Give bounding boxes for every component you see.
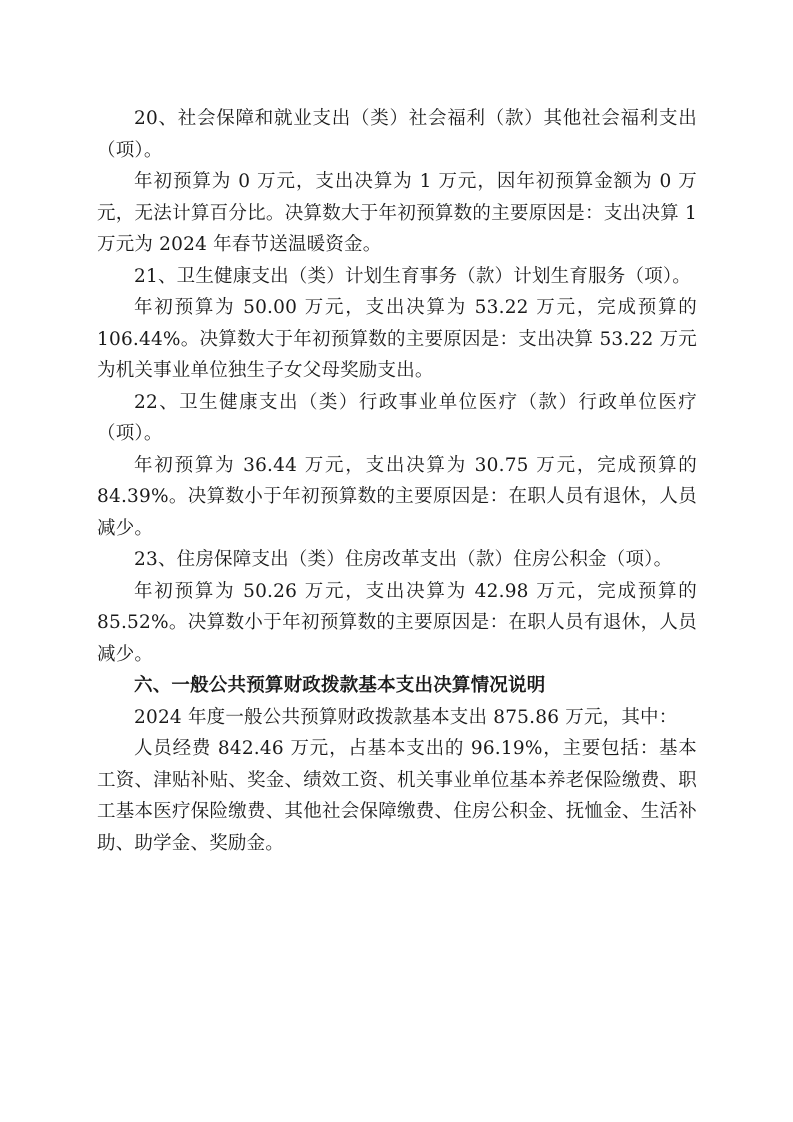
document-body bbox=[97, 103, 697, 859]
item-22-heading: 22、卫生健康支出（类）行政事业单位医疗（款）行政单位医疗（项）。 bbox=[97, 391, 697, 444]
item-22-description: 年初预算为 36.44 万元，支出决算为 30.75 万元，完成预算的 84.39%。决算数小于年初预算数的主要原因是：在职人员有退休，人员减少。 bbox=[97, 454, 697, 539]
item-21-heading: 21、卫生健康支出（类）计划生育事务（款）计划生育服务（项）。 bbox=[134, 265, 691, 287]
basic-expenditure-summary: 2024 年度一般公共预算财政拨款基本支出 875.86 万元，其中： bbox=[134, 706, 678, 728]
item-21-description: 年初预算为 50.00 万元，支出决算为 53.22 万元，完成预算的 106.44%。决算数大于年初预算数的主要原因是：支出决算 53.22 万元为机关事业单位独生子女父母奖励支出。 bbox=[97, 297, 697, 381]
section-six-title: 六、一般公共预算财政拨款基本支出决算情况说明 bbox=[134, 675, 546, 696]
item-23-heading: 23、住房保障支出（类）住房改革支出（款）住房公积金（项）。 bbox=[134, 549, 673, 570]
item-23-description: 年初预算为 50.26 万元，支出决算为 42.98 万元，完成预算的 85.52%。决算数小于年初预算数的主要原因是：在职人员有退休，人员减少。 bbox=[97, 580, 697, 665]
personnel-expense-detail: 人员经费 842.46 万元，占基本支出的 96.19%，主要包括：基本工资、津贴补贴、奖金、绩效工资、机关事业单位基本养老保险缴费、职工基本医疗保险缴费、其他社会保障缴费、住房公积金、抚恤金、生活补助、助学金、奖励金。 bbox=[97, 738, 697, 854]
item-20-description: 年初预算为 0 万元，支出决算为 1 万元，因年初预算金额为 0 万元，无法计算百分比。决算数大于年初预算数的主要原因是：支出决算 1 万元为 2024 年春节送温暖资金。 bbox=[97, 171, 697, 255]
item-20-heading: 20、社会保障和就业支出（类）社会福利（款）其他社会福利支出（项）。 bbox=[97, 108, 697, 161]
